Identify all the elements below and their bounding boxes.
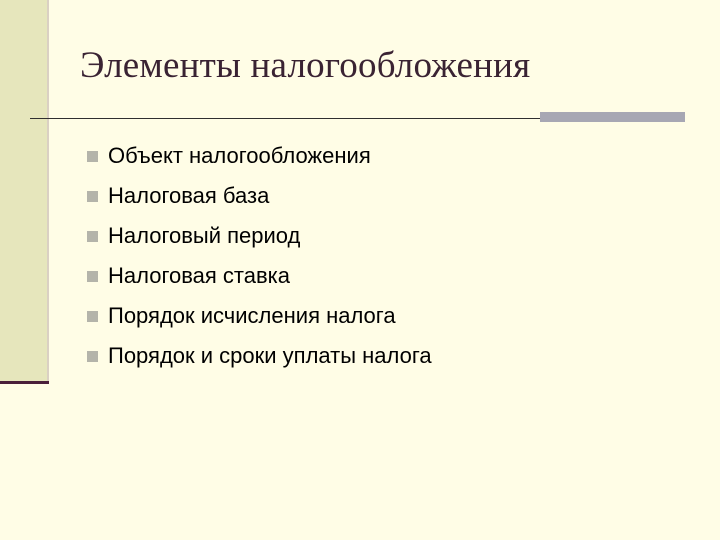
bullet-text: Налоговая база [108,183,270,208]
left-band-bottom-rule [0,381,49,384]
bullet-square-icon [87,311,98,322]
vertical-divider [47,0,49,384]
title-accent-bar [540,112,685,122]
left-decorative-band [0,0,47,382]
bullet-square-icon [87,231,98,242]
bullet-square-icon [87,151,98,162]
bullet-list [87,136,432,376]
bullet-item-rate [87,256,432,296]
bullet-text: Порядок исчисления налога [108,303,396,328]
bullet-item-payment [87,336,432,376]
bullet-item-base [87,176,432,216]
bullet-text: Налоговый период [108,223,301,248]
bullet-text: Объект налогообложения [108,143,371,168]
bullet-square-icon [87,191,98,202]
bullet-item-object [87,136,432,176]
bullet-text: Порядок и сроки уплаты налога [108,343,432,368]
slide-title: Элементы налогообложения [80,45,531,86]
bullet-text: Налоговая ставка [108,263,291,288]
bullet-square-icon [87,271,98,282]
bullet-item-calculation [87,296,432,336]
title-underline-rule [30,118,540,119]
bullet-item-period [87,216,432,256]
bullet-square-icon [87,351,98,362]
